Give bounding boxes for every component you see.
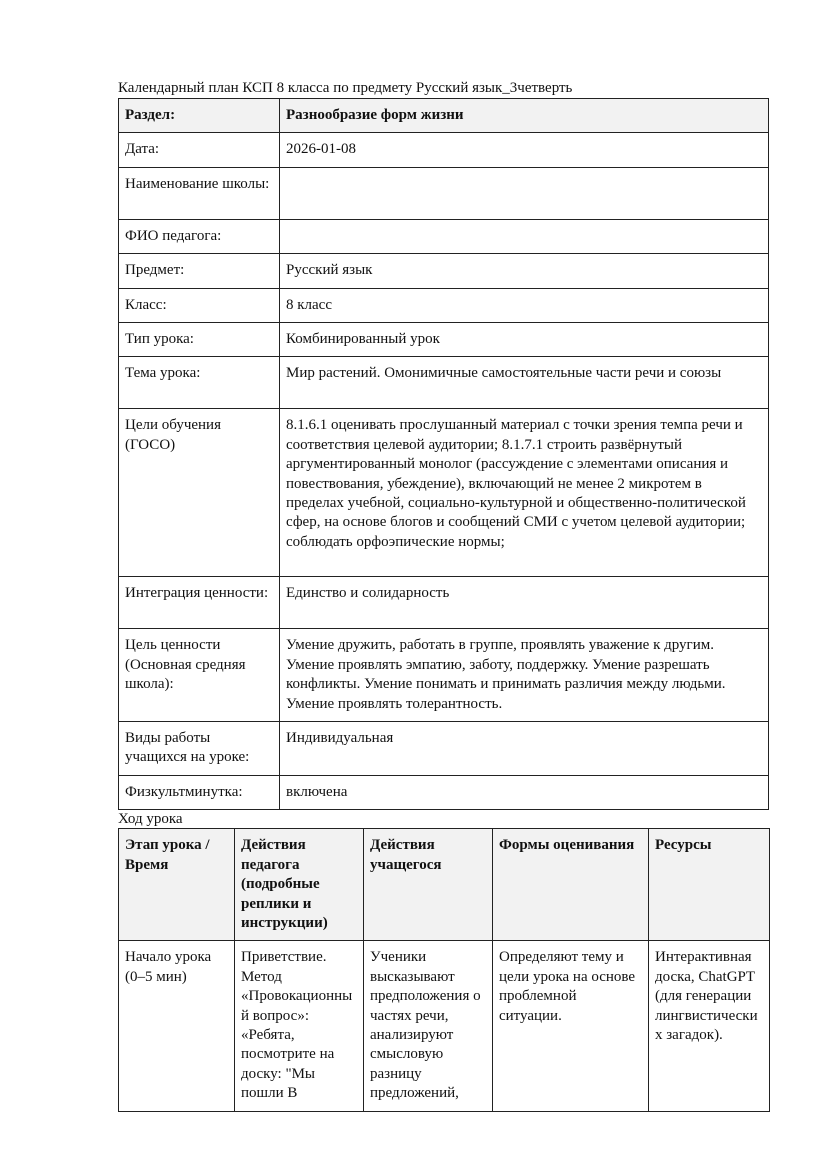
col-header-student: Действия учащегося [364,829,493,941]
info-row-goals [119,409,769,577]
info-label: Цели обучения (ГОСО) [119,409,280,577]
info-value: 8.1.6.1 оценивать прослушанный материал с точки зрения темпа речи и соответствия целевой аудитории; 8.1.7.1 строить развёрнутый аргументированный монолог (рассуждение с элементами описания и повествования, убеждение), включающий не менее 2 микротем в пределах учебной, социально-культурной и общественно-политической сфер, на основе блогов и сообщений СМИ с учетом целевой аудитории; соблюдать орфоэпические нормы; [280,409,769,577]
info-value: Мир растений. Омонимичные самостоятельные части речи и союзы [280,357,769,409]
info-value: Индивидуальная [280,722,769,776]
info-value: 8 класс [280,288,769,322]
info-row-school [119,167,769,219]
info-table [118,98,769,810]
section-value-cell: Разнообразие форм жизни [280,99,769,133]
info-row-date [119,133,769,167]
info-value: 2026-01-08 [280,133,769,167]
lesson-student-actions: Ученики высказывают предположения о частях речи, анализируют смысловую разницу предложений, [364,941,493,1111]
info-label: Цель ценности (Основная средняя школа): [119,629,280,722]
info-label: Интеграция ценности: [119,577,280,629]
info-header-row [119,99,769,133]
info-row-lesson-type [119,323,769,357]
col-header-teacher: Действия педагога (подробные реплики и инструкции) [235,829,364,941]
info-value: включена [280,775,769,809]
col-header-resources: Ресурсы [649,829,770,941]
info-row-values [119,577,769,629]
info-label: Предмет: [119,254,280,288]
info-value: Русский язык [280,254,769,288]
info-label: Наименование школы: [119,167,280,219]
lesson-stage: Начало урока (0–5 мин) [119,941,235,1111]
col-header-stage: Этап урока / Время [119,829,235,941]
lesson-row [119,941,770,1111]
lesson-section-label: Ход урока [118,811,183,828]
lesson-header-row [119,829,770,941]
lesson-teacher-actions: Приветствие. Метод «Провокационный вопрос»: «Ребята, посмотрите на доску: "Мы пошли В [235,941,364,1111]
info-row-work-types [119,722,769,776]
info-label: Виды работы учащихся на уроке: [119,722,280,776]
info-row-teacher [119,219,769,253]
section-label-cell: Раздел: [119,99,280,133]
info-label: Физкультминутка: [119,775,280,809]
lesson-assessment: Определяют тему и цели урока на основе проблемной ситуации. [493,941,649,1111]
document-title: Календарный план КСП 8 класса по предмету Русский язык_3четверть [118,80,573,96]
lesson-table [118,828,770,1111]
document [118,79,769,1112]
info-value: Единство и солидарность [280,577,769,629]
col-header-assessment: Формы оценивания [493,829,649,941]
info-label: Тема урока: [119,357,280,409]
info-value: Комбинированный урок [280,323,769,357]
info-row-class [119,288,769,322]
info-label: Класс: [119,288,280,322]
info-value [280,167,769,219]
info-label: ФИО педагога: [119,219,280,253]
info-row-subject [119,254,769,288]
info-value: Умение дружить, работать в группе, проявлять уважение к другим. Умение проявлять эмпатию, заботу, поддержку. Умение разрешать конфликты. Умение понимать и принимать различия между людьми. Умение проявлять толерантность. [280,629,769,722]
info-label: Дата: [119,133,280,167]
info-row-value-goal [119,629,769,722]
info-value [280,219,769,253]
info-row-exercise [119,775,769,809]
lesson-resources: Интерактивная доска, ChatGPT (для генерации лингвистических загадок). [649,941,770,1111]
info-label: Тип урока: [119,323,280,357]
info-row-topic [119,357,769,409]
